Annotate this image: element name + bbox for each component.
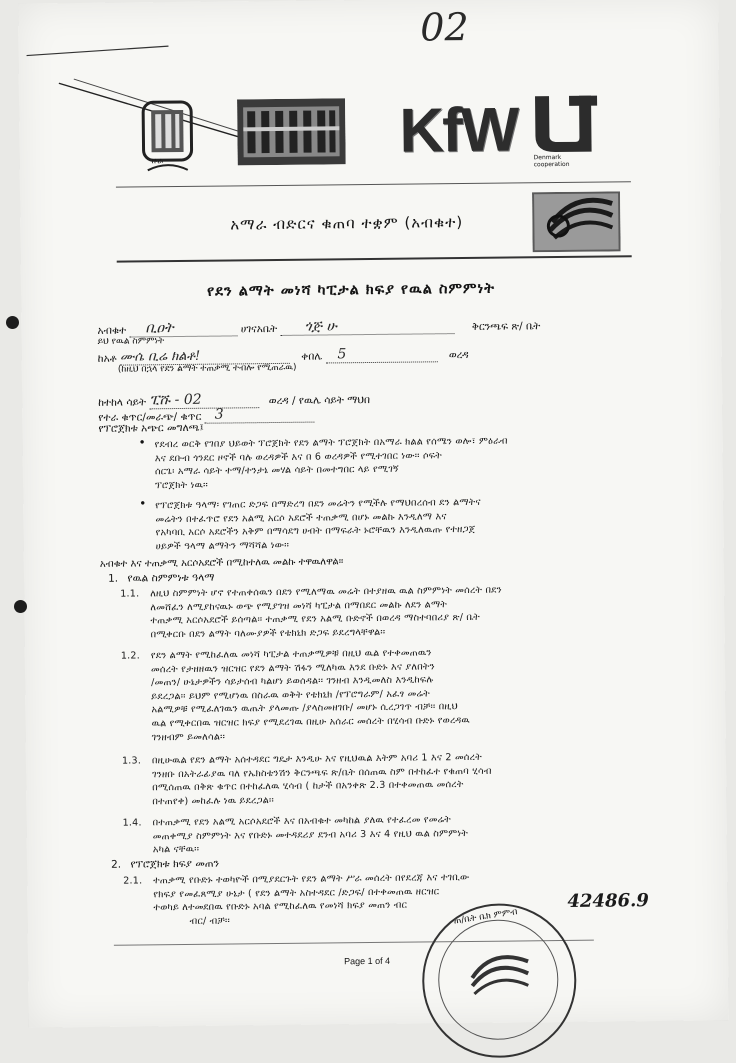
text-line: ተጠቃሚ አርሶአደሮች ይሰጣል፡፡ ተጠቃሚ የደን አልሚ ቡድኖች በወረዳ ማስተባበሪያ ጽ/ ቤት xyxy=(150,612,480,627)
branch-label: ሀገናአቤት xyxy=(240,322,278,336)
handwritten-amount: 42486.9 xyxy=(567,890,649,912)
kebele-label: ቀበሌ xyxy=(301,350,323,363)
header-rule-top xyxy=(116,181,631,187)
text-line: መሬትን በተፈጥሮ የደን አልሚ አርሶ አደሮች ተጠቃሚ በሆኑ መልኩ እንዲለማ እና xyxy=(155,510,447,525)
woreda2-label: ወረዳ xyxy=(448,348,469,362)
logo4-caption: Denmark cooperation xyxy=(533,153,570,169)
kfw-letters: KfW xyxy=(399,95,518,166)
footer-page-number: Page 1 of 4 xyxy=(344,955,391,967)
agreement-statement: አብቁተ እና ተጠቃሚ አርሶአደሮች በሚከተለዉ መልኩ ተዋዉለዋል፡፡ xyxy=(99,556,344,570)
text-line: ፕሮጀክት ነዉ፡፡ xyxy=(155,479,209,492)
kebele-value: 5 xyxy=(325,345,437,363)
text-line: በሚሰጠዉ በቅጽ ቁጥር በተከፈለዉ ሂሳብ ( ከታች በአንቀጽ 2.3 በተቀመጠዉ መሰረት xyxy=(152,779,464,794)
government-emblem-logo xyxy=(137,94,198,181)
text-line: መጠቀሚያ ስምምነት እና የቡድኑ መተዳደሪያ ደንብ አባሪ 3 እና 4 የዚህ ዉል ስምምነት xyxy=(152,827,469,842)
clause-number: 1.2. xyxy=(120,650,141,662)
organization-title: አማራ ብድርና ቁጠባ ተቋም (አብቁተ) xyxy=(230,213,464,234)
text-line: እና ደቡብ ጎንደር ዞኖች ባሉ ወረዳዎች እና በ 6 ወረዳዎች የሚተገበር ነው፡፡ ሶፍት xyxy=(154,449,443,464)
text-line: የክፍያ የመፈጸሚያ ሁኔታ ( የደን ልማት አስተዳደር /ድጋፍ/ በተቀመጠዉ ዘርዝር xyxy=(153,885,440,900)
text-line: በዚሁዉል የደን ልማት አሰተዳደር ግዴታ እንዲሁ እና የዚህዉል እትም አባሪ 1 እና 2 መሰረት xyxy=(151,751,482,767)
nursery-label: ከተከላ ሳይት xyxy=(98,396,147,409)
clause-number: 2.1. xyxy=(123,875,143,887)
seq-label: የተራ ቁጥር/መራጭ/ ቁጥር xyxy=(98,410,202,424)
text-line: መሰረት የታዘዘዉን ዝርዝር የደን ልማት ሽፋን ሚለካዉ እንደ ቡድኑ እና ያለበትን xyxy=(150,660,435,675)
punch-hole-bottom xyxy=(14,600,27,613)
section-2-heading xyxy=(111,858,219,872)
acsi-swirl-logo xyxy=(532,191,621,252)
woreda-label: አብቁተ xyxy=(97,324,127,337)
clause-number: 1.1. xyxy=(120,588,140,600)
text-line: አልሚዎቹ የሚፈለገዉን ዉጤት ያላመጡ /ያላስመዘገቡ/ መሆኑ ሲረጋገጥ ብቻ፡፡ በዚህ xyxy=(151,701,458,716)
text-line: ለዚህ ስምምነት ሆኖ የተጠቀሰዉን በደን የሚለማዉ መሬት በተያዘዉ ዉል ስምምነት መሰረት በደን xyxy=(150,584,502,600)
text-line: ሀይዎች ዓላማ ልማትን ማሻሻል ነው፡፡ xyxy=(155,539,290,553)
text-line: ይደረጋል፡፡ ይህም የሚሆነዉ በስራዉ ወቅት የቴክኒክ /የፕሮግራም/ አፈፃ መሬት xyxy=(151,688,430,703)
text-line: ገንዘብም ይመለሳል፡፡ xyxy=(151,731,226,743)
text-line: ተወካይ ለተመደበዉ የቡድኑ አባል የሚከፈለዉ የመነሻ ክፍያ መጠን ብር xyxy=(153,899,408,914)
text-line: የደብረ ወርቅ የገበያ ህይወት ፕሮጀክት የደን ልማት ፕሮጀክት በአማራ ክልል የሰሜን ወሎ፣ ምዕራብ xyxy=(154,435,508,451)
fields-line-2 xyxy=(98,343,658,366)
official-stamp xyxy=(421,903,577,1059)
text-line: አካል ናቸዉ፡፡ xyxy=(152,844,200,856)
text-line: በተጠቃሚ የደን አልሚ አርሶአደሮች እና በአብቁተ መካከል ያለዉ የተፈረመ የመሬት xyxy=(152,814,451,829)
handwritten-page-number: 02 xyxy=(420,4,469,50)
text-line: /መጠን/ ሁኔታዎችን ሳይታሰብ ካልሆነ ይወሰዳል፡፡ ገንዘብ እንዲመለስ እንዲከፍሉ xyxy=(151,674,434,689)
beneficiary-note: (ከዚህ በኋላ የደን ልማት ተጠቃሚ ተብሎ የሚጠራዉ) xyxy=(117,362,297,375)
project-heading: የፕሮጀክቱ አጭር መግለጫ፤ xyxy=(98,421,204,435)
punch-hole-top xyxy=(6,316,19,329)
logo1-caption: ዙራ xyxy=(151,156,164,166)
kfw-logo xyxy=(399,95,518,166)
clause-number: 1.4. xyxy=(122,817,142,829)
document-page xyxy=(18,0,729,1028)
bullet-mark-1: • xyxy=(138,435,146,450)
text-line: ገንዘቡ በአትራፊያዉ ባለ የኤክስቴንሽን ቅርንጫፍ ጽ/ቤት በሰጠዉ ስም በተከፈተ የቁጠባ ሂሳብ xyxy=(152,765,492,780)
stamp-text: ጠ/ቤት ቤክ ምምብ xyxy=(453,907,519,927)
text-line: የፕሮጀክቱ ዓላማ፡ የገጠር ድጋፍ በማድረግ በደን መሬትን የሚችሉ የማህበረሰብ ደን ልማትና xyxy=(155,496,481,512)
text-line: ብር/ ብቻ፡፡ xyxy=(189,915,230,927)
text-line: ሰርጌ፡ አማራ ሳይት ተማ/ተንታኔ መሃል ሳይት በመተግበር ላይ የሚገኝ xyxy=(154,463,399,478)
document-title: የደን ልማት መነሻ ካፒታል ክፍያ የዉል ስምምነት xyxy=(206,280,496,300)
fields-line-1 xyxy=(97,315,657,338)
text-line: ዉል የሚቀርበዉ ዝርዝር ክፍያ የሚደረገዉ በዚሁ አሰራር መሰረት በሂሳብ ቡድኑ የወረዳዉ xyxy=(151,714,470,730)
text-line: ለመሸፈን ለሚያከናዉኑ ወጭ የሚያገዝ መነሻ ካፒታል በማበደር መልኩ ለደን ልማት xyxy=(150,598,448,613)
name-label: ከአቶ xyxy=(97,352,117,365)
name-value: ሙሴ ቢሬ ክልቶ! xyxy=(120,348,290,366)
bullet-mark-2: • xyxy=(139,496,147,511)
stamp-emblem-icon xyxy=(464,943,535,1004)
office-label: ቅርንጫፍ ጽ/ ቤት xyxy=(471,320,541,333)
section-1-number: 1. xyxy=(107,572,119,585)
section-2-title: የፕሮጀክቱ ክፍያ መጠን xyxy=(130,857,220,871)
danish-cooperation-logo xyxy=(529,91,610,172)
nursery-value: ፒሹ - 02 xyxy=(149,391,259,409)
woreda-value: ቢዐት xyxy=(129,319,237,337)
text-line: የአካባቢ አርሶ አደሮችን አቅም በማሳደግ ሀብት በማፍራት ኑሮቸዉን እንዲለዉጡ የተዘጋጀ xyxy=(155,524,476,539)
section-1-title: የዉል ስምምነቱ ዓላማ xyxy=(127,571,215,585)
agreement-label: ይህ የዉል ስምምነት xyxy=(97,336,165,347)
text-line: የደን ልማት የሚከፈለዉ መነሻ ካፒታል ተጠቃሚዎቹ በዚህ ዉል የተቀመጠዉን xyxy=(150,647,432,662)
clause-number: 1.3. xyxy=(121,755,142,767)
text-line: ተጠቃሚ የቡድኑ ተወካዮች በሚያደርጉት የደን ልማት ሥራ መሰረት በየደረጃ እና ተገቢው xyxy=(153,871,470,887)
acsi-grid-logo xyxy=(237,98,346,165)
nursery-tail: ወረዳ / የዉሌ ሳይት ማህበ xyxy=(268,394,371,408)
text-line: በሚቀርቡ በደን ልማት ባለሙያዎች የቴክኒክ ድጋፍ ይደረግላቸዋል፡፡ xyxy=(150,626,386,641)
branch-value: ጎጅ ሁ xyxy=(280,317,454,336)
text-line: በተጠየቀ) መከፈሉ ነዉ ይደረጋል፡፡ xyxy=(152,794,274,808)
section-2-number: 2. xyxy=(110,858,122,871)
section-1-heading xyxy=(108,572,215,586)
header-rule-bottom xyxy=(117,255,632,262)
seq-value: 3 xyxy=(205,406,315,424)
